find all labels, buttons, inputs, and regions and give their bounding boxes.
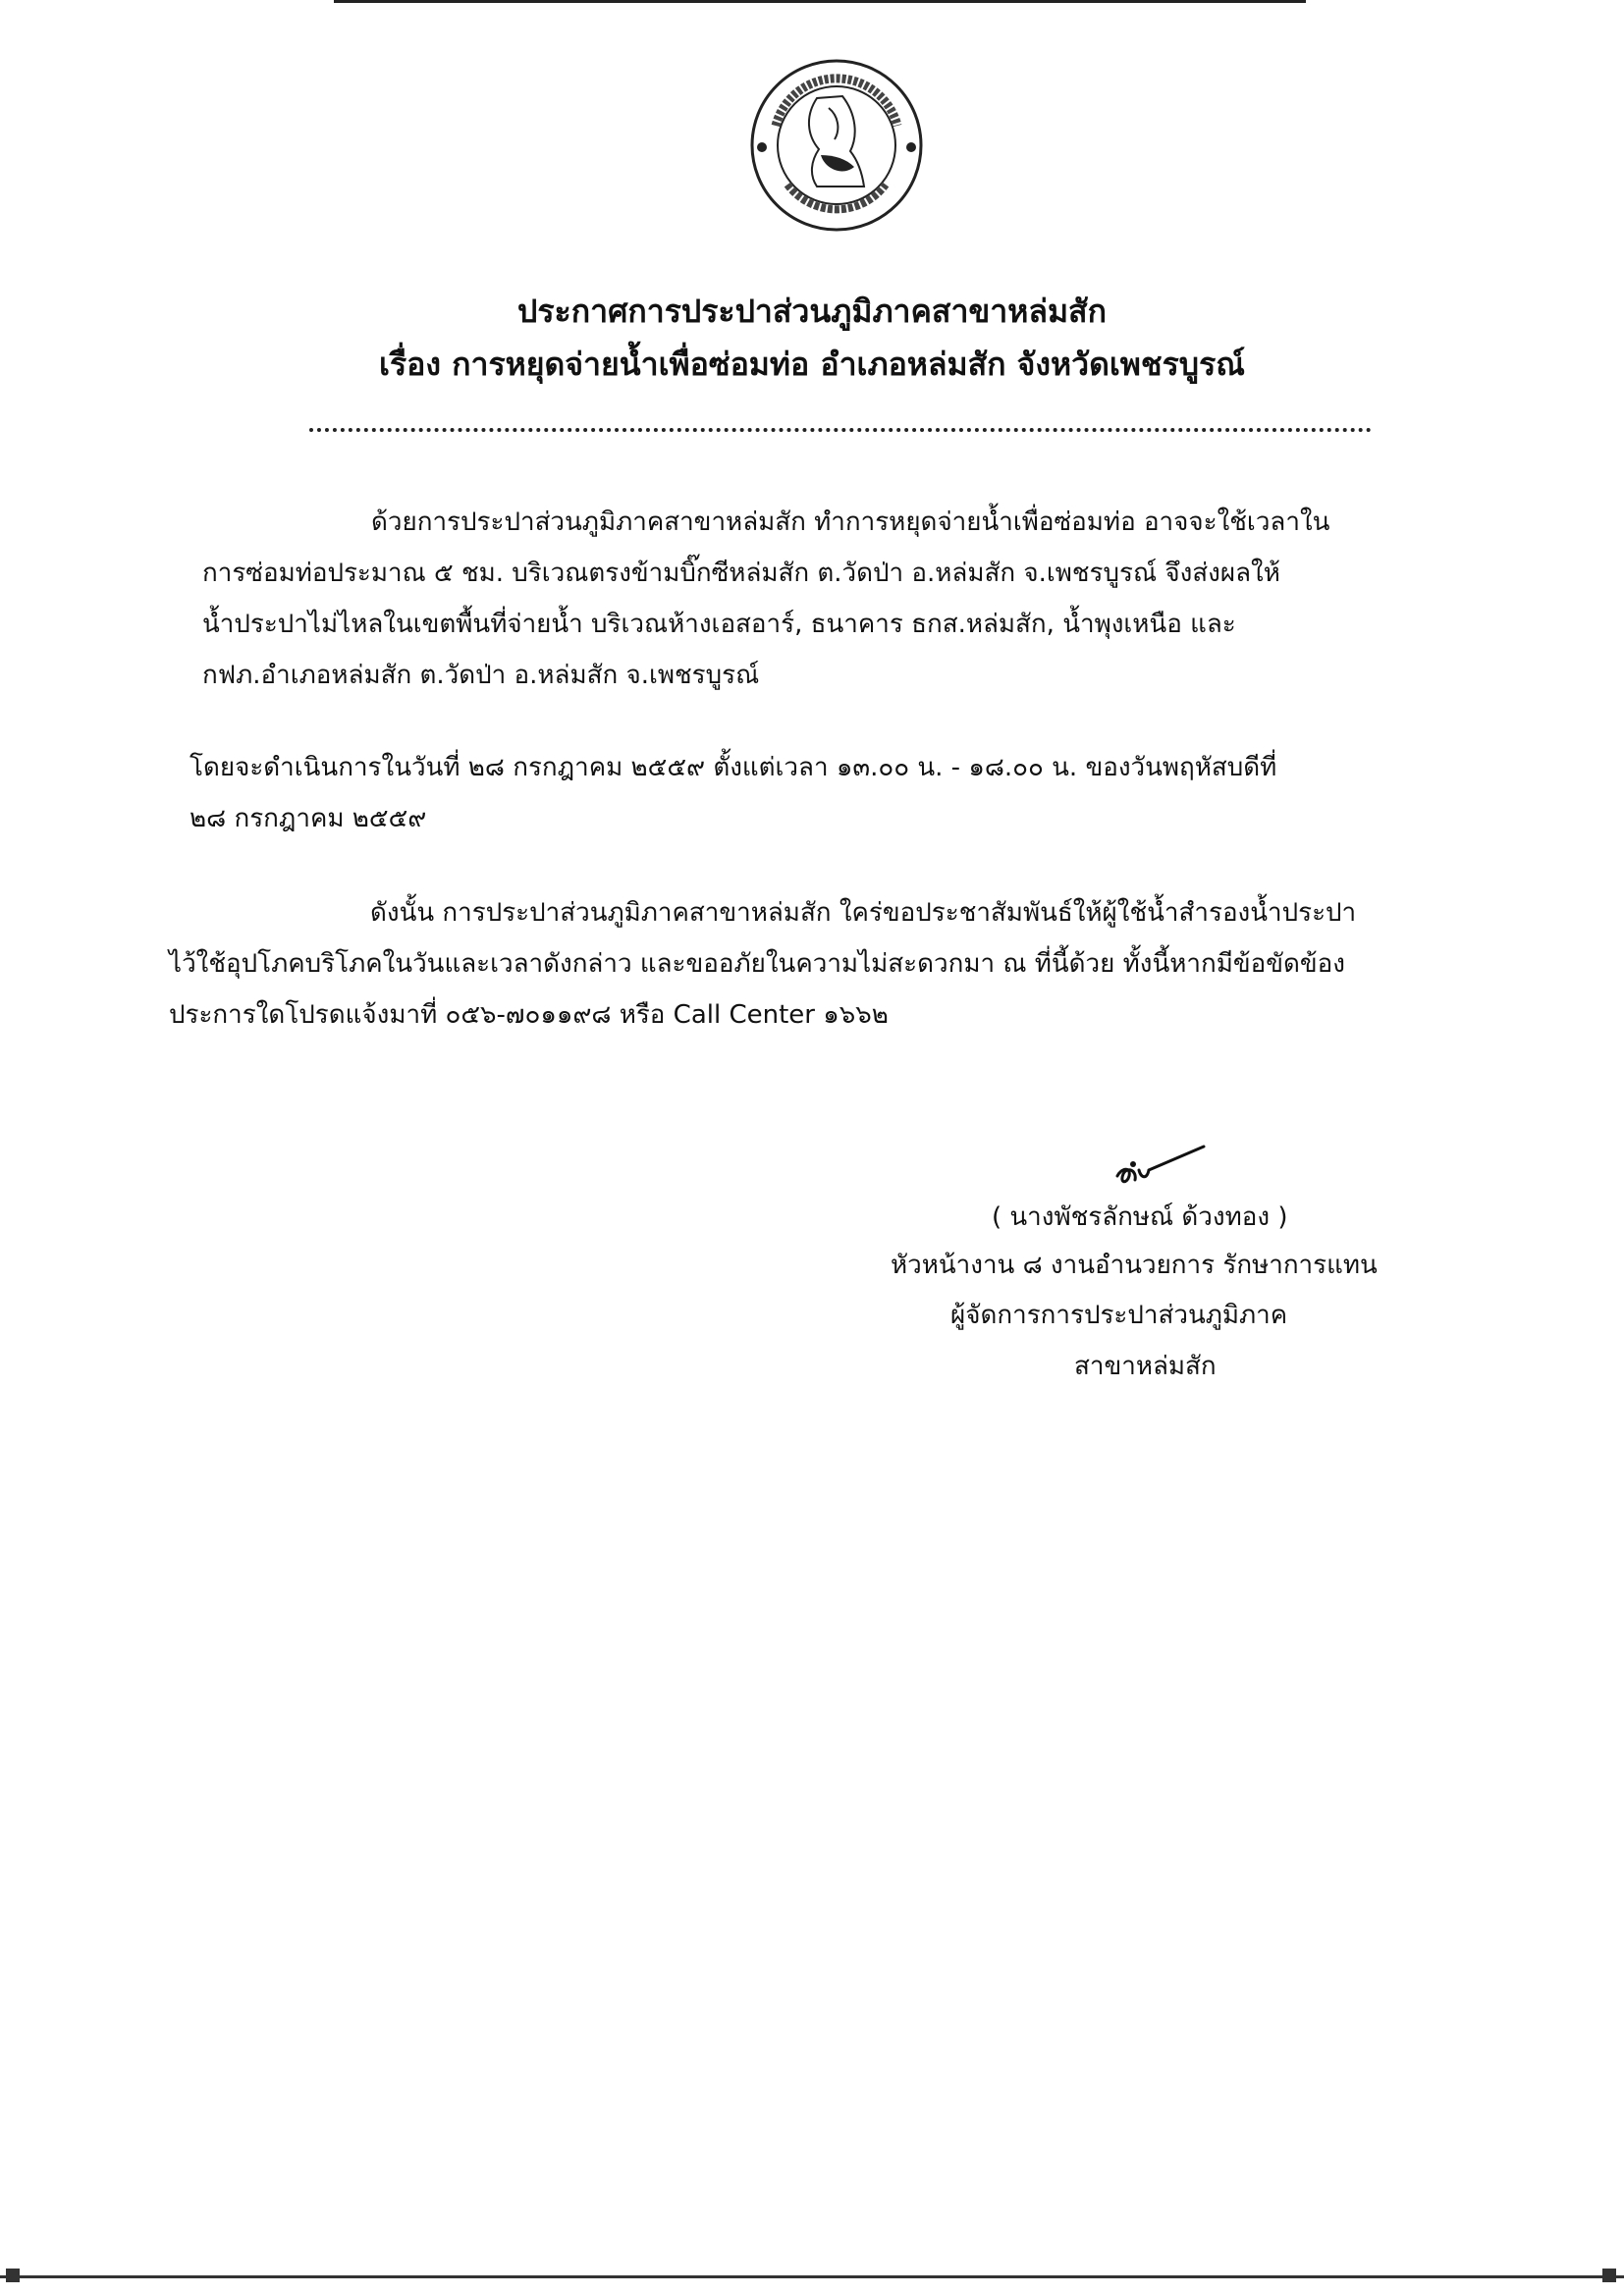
scan-bottom-mark-left	[6, 2269, 20, 2282]
announcement-subject: เรื่อง การหยุดจ่ายน้ำเพื่อซ่อมท่อ อำเภอหล่มสัก จังหวัดเพชรบูรณ์	[379, 346, 1245, 383]
paragraph-line: ประการใดโปรดแจ้งมาที่ ๐๕๖-๗๐๑๑๙๘ หรือ Call Center ๑๖๖๒	[169, 1000, 889, 1030]
paragraph-line: ดังนั้น การประปาส่วนภูมิภาคสาขาหล่มสัก ใคร่ขอประชาสัมพันธ์ให้ผู้ใช้น้ำสำรองน้ำประปา	[370, 898, 1357, 928]
paragraph-line: การซ่อมท่อประมาณ ๕ ชม. บริเวณตรงข้ามบิ๊กซีหล่มสัก ต.วัดป่า อ.หล่มสัก จ.เพชรบูรณ์ จึงส่งผลให้	[202, 559, 1280, 588]
signer-position-line-2: ผู้จัดการการประปาส่วนภูมิภาค	[950, 1301, 1288, 1330]
scan-bottom-edge-line	[0, 2275, 1624, 2278]
paragraph-line: ด้วยการประปาส่วนภูมิภาคสาขาหล่มสัก ทำการหยุดจ่ายน้ำเพื่อซ่อมท่อ อาจจะใช้เวลาใน	[371, 507, 1330, 537]
paragraph-line: ไว้ใช้อุปโภคบริโภคในวันและเวลาดังกล่าว และขออภัยในความไม่สะดวกมา ณ ที่นี้ด้วย ทั้งนี้หากมีข้อขัดข้อง	[169, 949, 1345, 979]
scan-bottom-mark-right	[1602, 2269, 1616, 2282]
dotted-separator	[309, 428, 1372, 432]
signer-name: ( นางพัชรลักษณ์ ด้วงทอง )	[992, 1202, 1288, 1232]
body-paragraph-2	[189, 742, 1427, 844]
pwa-emblem-seal	[748, 57, 925, 234]
paragraph-line: ๒๘ กรกฎาคม ๒๕๕๙	[189, 804, 427, 833]
signer-position-line-1: หัวหน้างาน ๘ งานอำนวยการ รักษาการแทน	[891, 1251, 1378, 1280]
announcement-title: ประกาศการประปาส่วนภูมิภาคสาขาหล่มสัก	[517, 293, 1107, 330]
handwritten-signature	[1110, 1141, 1218, 1190]
paragraph-line: กฟภ.อำเภอหล่มสัก ต.วัดป่า อ.หล่มสัก จ.เพชรบูรณ์	[202, 661, 760, 690]
scan-top-edge-line	[334, 0, 1306, 3]
paragraph-line: น้ำประปาไม่ไหลในเขตพื้นที่จ่ายน้ำ บริเวณห้างเอสอาร์, ธนาคาร ธกส.หล่มสัก, น้ำพุงเหนือ และ	[202, 610, 1236, 639]
paragraph-line: โดยจะดำเนินการในวันที่ ๒๘ กรกฎาคม ๒๕๕๙ ตั้งแต่เวลา ๑๓.๐๐ น. - ๑๘.๐๐ น. ของวันพฤหัสบดีที่	[189, 753, 1277, 782]
body-paragraph-1	[202, 497, 1420, 701]
body-paragraph-3	[169, 887, 1426, 1041]
signer-position-line-3: สาขาหล่มสัก	[1074, 1352, 1217, 1381]
